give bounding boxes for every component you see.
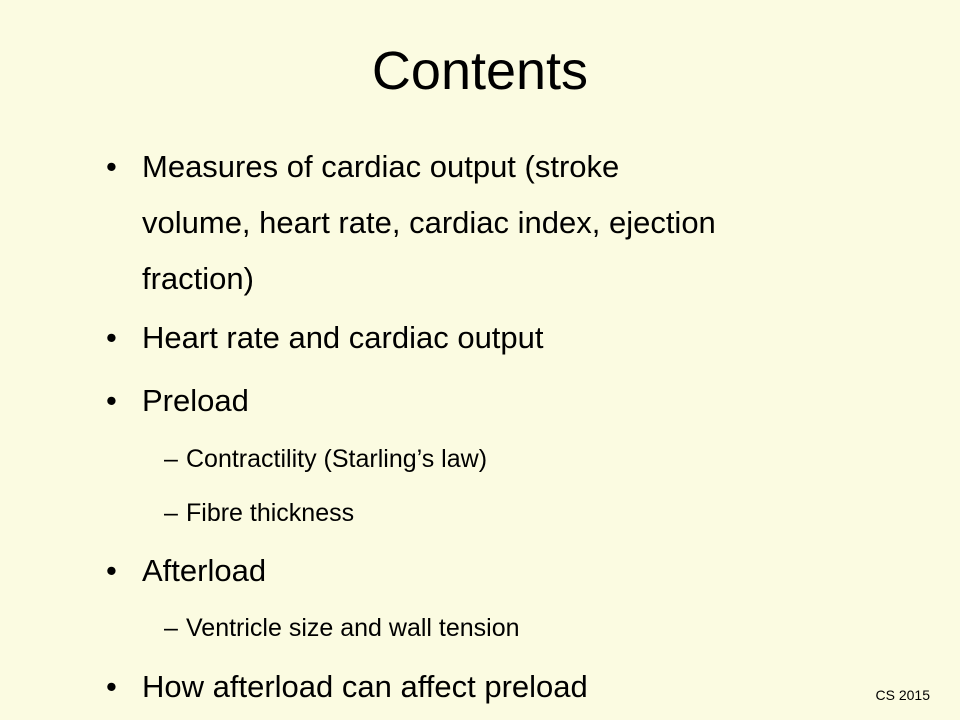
- bullet-line: volume, heart rate, cardiac index, ejection: [142, 205, 716, 240]
- subitem-text: Fibre thickness: [186, 499, 355, 527]
- bullet-marker: •: [106, 383, 117, 418]
- subitem-text: Contractility (Starling’s law): [186, 445, 488, 473]
- bullet-line: fraction): [142, 261, 254, 296]
- bullet-marker: •: [106, 320, 117, 355]
- bullet-marker: •: [106, 149, 117, 184]
- subitem-text: Ventricle size and wall tension: [186, 614, 520, 642]
- bullet-line: Measures of cardiac output (stroke: [142, 149, 620, 184]
- bullet-line: Preload: [142, 383, 249, 418]
- subitem-marker: –: [164, 445, 178, 473]
- bullet-marker: •: [106, 553, 117, 588]
- subitem-marker: –: [164, 614, 178, 642]
- bullet-marker: •: [106, 669, 117, 704]
- bullet-line: How afterload can affect preload: [142, 669, 588, 704]
- bullet-line: Heart rate and cardiac output: [142, 320, 544, 355]
- slide-title: Contents: [371, 41, 589, 101]
- subitem-marker: –: [164, 499, 178, 527]
- bullet-line: Afterload: [142, 553, 267, 588]
- footer-label: CS 2015: [875, 687, 930, 703]
